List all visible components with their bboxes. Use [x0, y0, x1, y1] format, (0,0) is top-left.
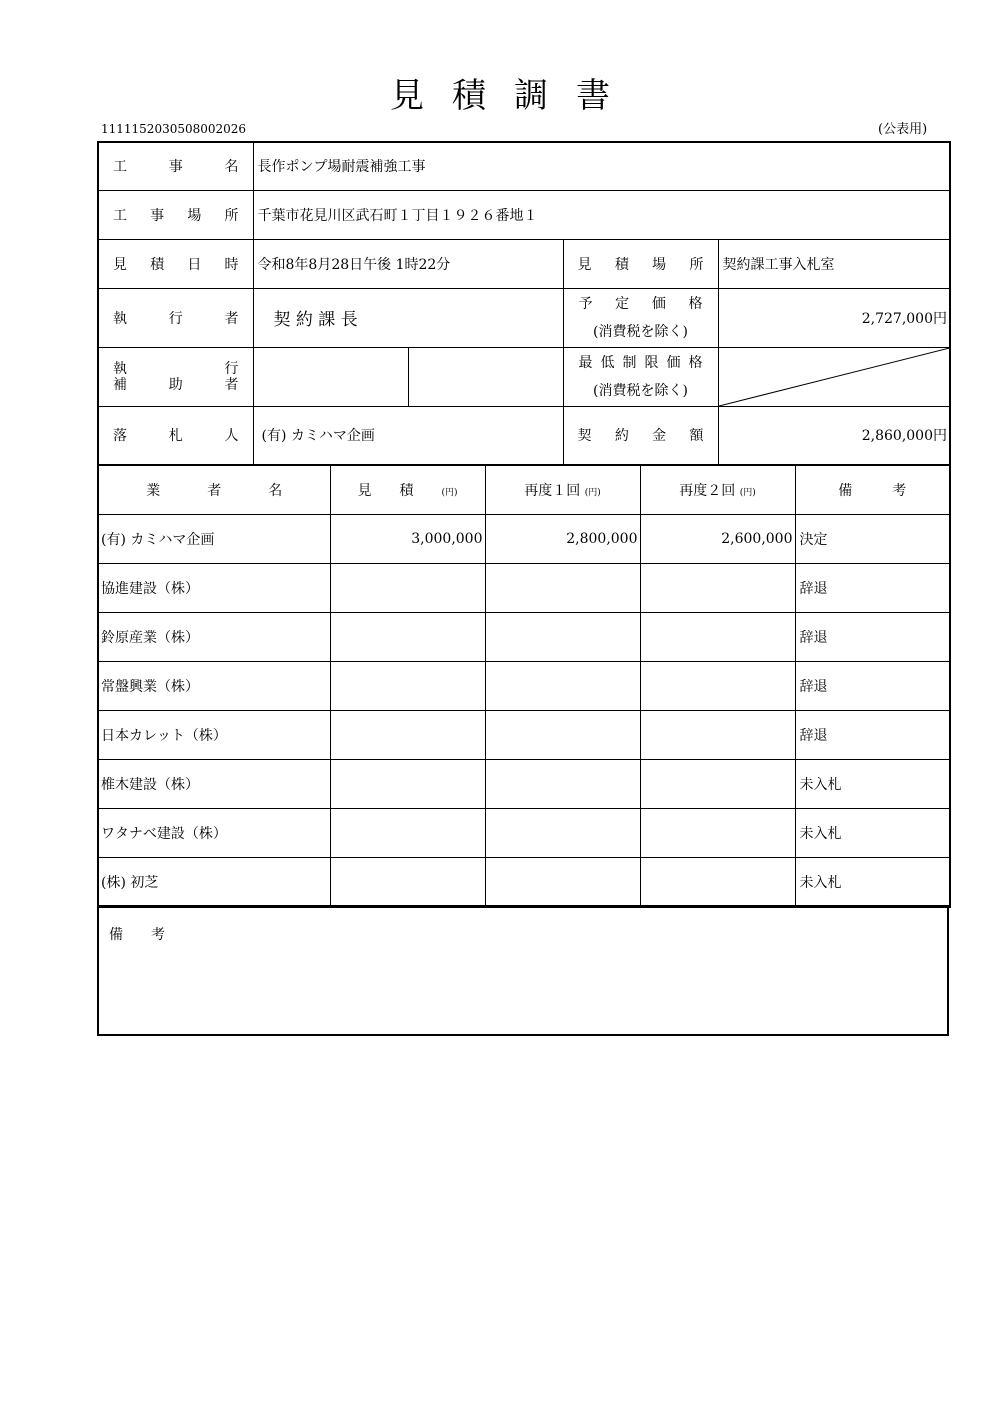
bidder-company: 協進建設（株）: [98, 564, 330, 613]
bidder-re2: [640, 613, 795, 662]
planned-price-note: (消費税を除く): [593, 323, 688, 340]
estimate-header: 見積(円): [330, 465, 485, 515]
re1-header: 再度１回 (円): [485, 465, 640, 515]
bidder-remark: 未入札: [795, 809, 950, 858]
spaced-label: 見 積 場 所: [577, 256, 704, 273]
estimate-datetime-label: [98, 239, 253, 288]
executor-label: [98, 288, 253, 347]
public-use-mark: (公表用): [878, 122, 928, 137]
bidder-estimate: [330, 711, 485, 760]
work-name-label: [98, 142, 253, 190]
bidder-row: [98, 564, 950, 613]
work-name-value: 長作ポンプ場耐震補強工事: [253, 142, 950, 190]
winner-label: [98, 406, 253, 465]
min-price-value: [718, 347, 950, 406]
spaced-label: 工 事 名: [113, 159, 239, 176]
spaced-label: 最 低 制 限 価 格: [578, 354, 703, 371]
spaced-label: 工 事 場 所: [113, 207, 239, 224]
bidder-re2: [640, 662, 795, 711]
bidder-remark: 辞退: [795, 564, 950, 613]
bidders-header-row: [98, 465, 950, 515]
bidder-company: 椎木建設（株）: [98, 760, 330, 809]
bidder-row: [98, 760, 950, 809]
bidder-company: (有) カミハマ企画: [98, 515, 330, 564]
bidder-estimate: [330, 858, 485, 907]
bidder-company: ワタナベ建設（株）: [98, 809, 330, 858]
bidders-table: [97, 464, 951, 908]
spaced-label: 落 札 人: [113, 428, 239, 445]
estimate-place-label: [563, 239, 718, 288]
bidder-re1: [485, 662, 640, 711]
work-place-label: [98, 190, 253, 239]
bidder-estimate: [330, 809, 485, 858]
bidder-company: (株) 初芝: [98, 858, 330, 907]
spaced-label: 契 約 金 額: [577, 428, 704, 445]
min-price-note: (消費税を除く): [593, 382, 688, 399]
bidder-re1: [485, 711, 640, 760]
bidder-company: 鈴原産業（株）: [98, 613, 330, 662]
bidder-re1: [485, 760, 640, 809]
planned-price-value: 2,727,000円: [718, 288, 950, 347]
bidder-row: [98, 858, 950, 907]
bidder-re1: 2,800,000: [485, 515, 640, 564]
bidder-re1: [485, 809, 640, 858]
estimate-datetime-value: 令和8年8月28日午後 1時22分: [253, 239, 563, 288]
bidder-remark: 未入札: [795, 760, 950, 809]
bidder-re2: [640, 760, 795, 809]
document-id: 1111152030508002026: [101, 122, 247, 136]
company-header: [98, 465, 330, 515]
spaced-label: 備 考: [838, 482, 907, 499]
assistant-value-1: [253, 347, 408, 406]
contract-amount-value: 2,860,000円: [718, 406, 950, 465]
contract-amount-label: [563, 406, 718, 465]
bidder-re2: 2,600,000: [640, 515, 795, 564]
bidder-row: [98, 515, 950, 564]
spaced-label: 業 者 名: [146, 482, 283, 499]
bidder-estimate: [330, 564, 485, 613]
spaced-label: 見 積 日 時: [113, 256, 239, 273]
page-title: 見積調書: [390, 76, 638, 116]
bidder-remark: 辞退: [795, 613, 950, 662]
bidder-re1: [485, 858, 640, 907]
bidder-estimate: 3,000,000: [330, 515, 485, 564]
bidder-company: 日本カレット（株）: [98, 711, 330, 760]
bidder-re2: [640, 809, 795, 858]
bidder-re1: [485, 564, 640, 613]
bidder-remark: 決定: [795, 515, 950, 564]
bidder-row: [98, 613, 950, 662]
bidder-row: [98, 809, 950, 858]
bidder-re1: [485, 613, 640, 662]
bidder-remark: 辞退: [795, 711, 950, 760]
executor-value: 契 約 課 長: [253, 288, 563, 347]
bidder-row: [98, 662, 950, 711]
bidder-estimate: [330, 613, 485, 662]
bidder-estimate: [330, 662, 485, 711]
re2-header: 再度２回 (円): [640, 465, 795, 515]
remarks-header: [795, 465, 950, 515]
assistant-value-2: [408, 347, 563, 406]
bidder-re2: [640, 711, 795, 760]
bidder-re2: [640, 858, 795, 907]
summary-table: [97, 141, 951, 466]
spaced-label: 補 助 者: [113, 376, 239, 393]
bidder-company: 常盤興業（株）: [98, 662, 330, 711]
bidder-row: [98, 711, 950, 760]
assistant-label: [98, 347, 253, 406]
min-price-label: [563, 347, 718, 406]
diagonal-strike: [719, 348, 950, 406]
bidder-estimate: [330, 760, 485, 809]
winner-value: (有) カミハマ企画: [253, 406, 563, 465]
bidder-remark: 未入札: [795, 858, 950, 907]
bidder-re2: [640, 564, 795, 613]
bidder-remark: 辞退: [795, 662, 950, 711]
remarks-table: [97, 905, 949, 1036]
spaced-label: 執 行 者: [113, 310, 239, 327]
spaced-label: 備 考: [109, 927, 165, 943]
planned-price-label: [563, 288, 718, 347]
spaced-label: 執 行: [113, 360, 239, 377]
work-place-value: 千葉市花見川区武石町１丁目１９２６番地１: [253, 190, 950, 239]
estimate-place-value: 契約課工事入札室: [718, 239, 950, 288]
remarks-cell: [98, 906, 948, 1036]
spaced-label: 予 定 価 格: [578, 295, 703, 312]
